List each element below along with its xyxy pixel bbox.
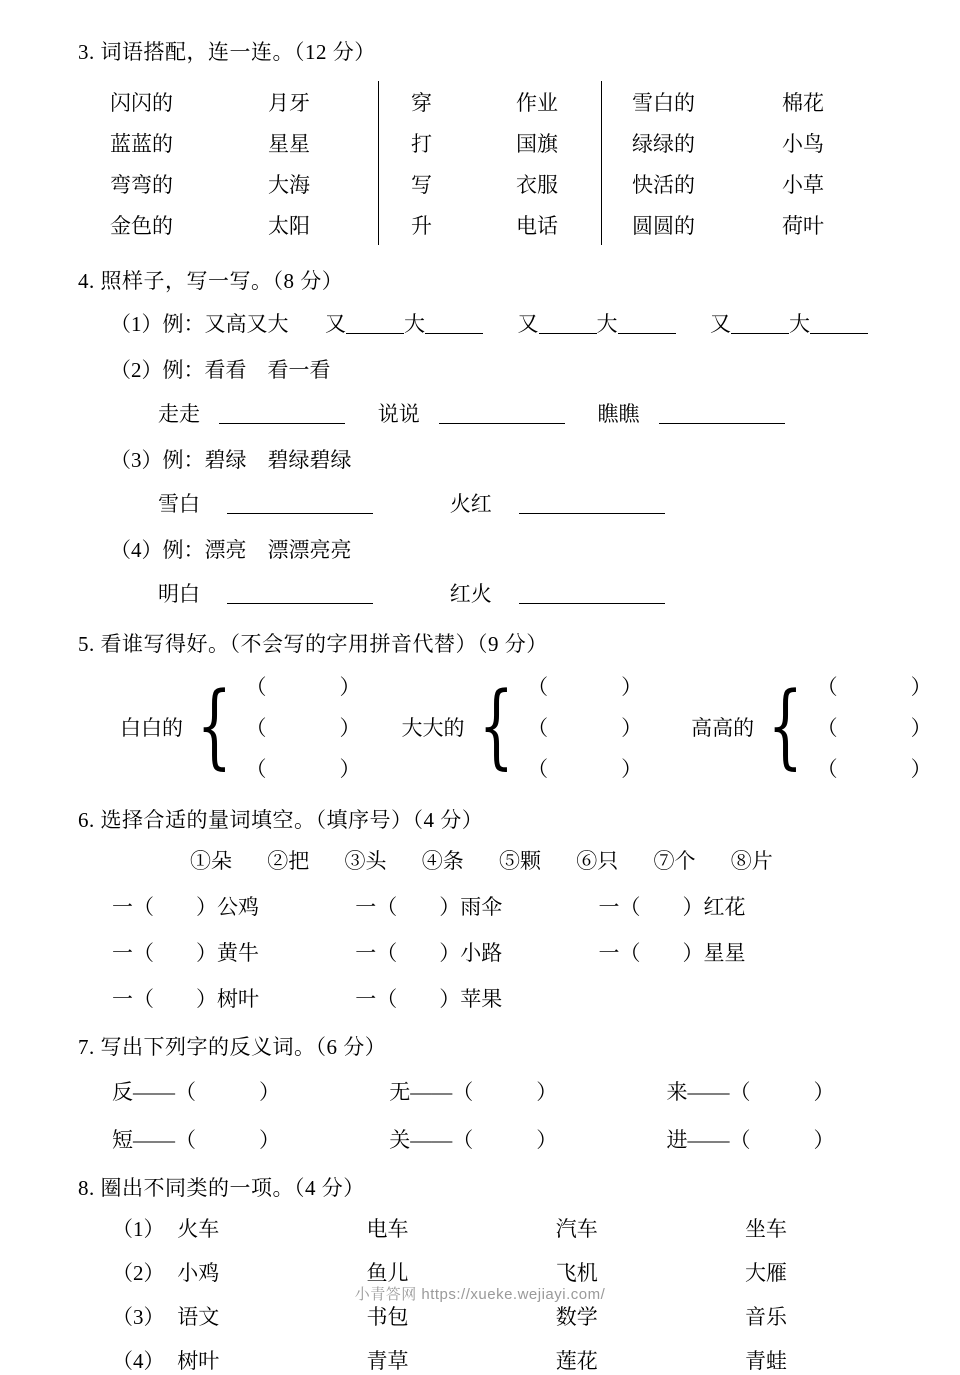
measure-item[interactable]: 一（ ）小路 (355, 941, 503, 965)
match-row (379, 122, 601, 163)
question-4-heading: 4. 照样子，写一写。（8 分） (78, 269, 344, 293)
match-row (379, 81, 601, 122)
option-item[interactable]: ④条 (421, 849, 464, 873)
question-4-item-3-row (158, 488, 960, 518)
answer-blank[interactable] (731, 313, 789, 334)
paren-open: （ (816, 674, 838, 699)
measure-item[interactable]: 一（ ）黄牛 (112, 941, 259, 965)
paren-close: ） (910, 756, 932, 781)
brace-label: 大大的 (401, 715, 465, 740)
answer-blank[interactable] (346, 313, 404, 334)
answer-paren-row[interactable] (527, 747, 643, 788)
match-row (602, 81, 862, 122)
match-row (602, 122, 862, 163)
prompt-word: 瞧瞧 (597, 402, 640, 426)
match-row (110, 81, 378, 122)
measure-word-options (190, 845, 960, 875)
prompt-word: 明白 (158, 582, 200, 606)
match-right-word[interactable]: 国旗 (516, 131, 558, 156)
word-option[interactable]: 青草 (366, 1349, 409, 1373)
pattern-mid: 大 (789, 312, 810, 336)
answer-paren-row[interactable] (816, 706, 932, 747)
match-left-word[interactable]: 写 (411, 172, 432, 197)
antonym-item[interactable]: 关——（ ） (389, 1128, 558, 1152)
answer-paren-row[interactable] (816, 747, 932, 788)
odd-one-out-row (112, 1345, 960, 1375)
question-6 (0, 810, 960, 1013)
prompt-word: 雪白 (158, 492, 200, 516)
match-left-word[interactable]: 穿 (411, 90, 432, 115)
brace-answer-column (527, 665, 643, 788)
word-option[interactable]: 坐车 (745, 1217, 787, 1241)
match-left-word[interactable]: 金色的 (110, 213, 173, 238)
match-row (602, 204, 862, 245)
match-group-2 (379, 81, 601, 245)
word-option[interactable]: 语文 (177, 1305, 220, 1329)
match-columns (110, 81, 960, 245)
word-option[interactable]: 青蛙 (745, 1349, 787, 1373)
question-7 (0, 1037, 960, 1154)
odd-one-out-row (112, 1257, 960, 1287)
word-option[interactable]: 大雁 (745, 1261, 787, 1285)
word-option[interactable]: 树叶 (177, 1349, 220, 1373)
answer-blank[interactable] (519, 493, 665, 514)
match-right-word[interactable]: 大海 (268, 172, 310, 197)
brace-label: 白白的 (120, 715, 183, 740)
answer-blank[interactable] (539, 313, 597, 334)
match-right-word[interactable]: 小鸟 (782, 131, 824, 156)
question-4-item-4-label: （4）例：漂亮 漂漂亮亮 (110, 538, 352, 562)
prompt-word: 走走 (158, 402, 200, 426)
answer-blank[interactable] (519, 583, 665, 604)
brace-icon: { (196, 672, 232, 780)
match-left-word[interactable]: 闪闪的 (110, 90, 173, 115)
prompt-word: 红火 (449, 582, 492, 606)
option-item[interactable]: ⑧片 (730, 849, 773, 873)
pattern-char: 又 (710, 312, 731, 336)
row-number: （4） (112, 1349, 165, 1373)
question-8-heading: 8. 圈出不同类的一项。（4 分） (78, 1176, 365, 1200)
measure-item[interactable]: 一（ ）树叶 (112, 987, 259, 1011)
match-right-word[interactable]: 星星 (268, 131, 310, 156)
option-item[interactable]: ①朵 (190, 849, 232, 873)
answer-paren-row[interactable] (527, 665, 643, 706)
brace-icon: { (478, 672, 514, 780)
antonym-item[interactable]: 短——（ ） (112, 1128, 280, 1152)
brace-label: 高高的 (691, 715, 755, 740)
option-item[interactable]: ⑤颗 (499, 849, 541, 873)
question-3 (0, 42, 960, 245)
match-right-word[interactable]: 月牙 (268, 90, 310, 115)
question-5-groups (120, 665, 960, 788)
paren-open: （ (816, 715, 838, 740)
antonym-row (112, 1124, 960, 1154)
answer-paren-row[interactable] (245, 665, 361, 706)
measure-item[interactable]: 一（ ）红花 (598, 895, 746, 919)
pattern-mid: 大 (404, 312, 425, 336)
paren-close: ） (339, 715, 361, 740)
match-row (379, 163, 601, 204)
answer-blank[interactable] (659, 403, 785, 424)
answer-blank[interactable] (618, 313, 676, 334)
option-item[interactable]: ⑥只 (576, 849, 619, 873)
measure-item[interactable]: 一（ ）星星 (598, 941, 746, 965)
paren-close: ） (621, 715, 643, 740)
word-option[interactable]: 鱼儿 (366, 1261, 409, 1285)
match-left-word[interactable]: 打 (411, 131, 432, 156)
question-4-item-3-label: （3）例：碧绿 碧绿碧绿 (110, 448, 352, 472)
match-right-word[interactable]: 电话 (516, 213, 558, 238)
row-number: （1） (112, 1217, 165, 1241)
paren-open: （ (816, 756, 838, 781)
measure-row (112, 891, 960, 921)
match-row (110, 163, 378, 204)
measure-item[interactable]: 一（ ）公鸡 (112, 895, 259, 919)
prompt-word: 火红 (449, 492, 492, 516)
match-row (110, 204, 378, 245)
answer-paren-row[interactable] (527, 706, 643, 747)
word-option[interactable]: 书包 (366, 1305, 409, 1329)
option-item[interactable]: ②把 (267, 849, 310, 873)
question-5-heading: 5. 看谁写得好。（不会写的字用拼音代替）（9 分） (78, 632, 548, 656)
question-3-heading: 3. 词语搭配，连一连。（12 分） (78, 40, 376, 64)
answer-blank[interactable] (219, 403, 345, 424)
question-6-heading: 6. 选择合适的量词填空。（填序号）（4 分） (78, 808, 484, 832)
match-right-word[interactable]: 荷叶 (782, 213, 824, 238)
answer-paren-row[interactable] (245, 747, 361, 788)
brace-group-3 (691, 665, 932, 788)
match-left-word[interactable]: 弯弯的 (110, 172, 173, 197)
option-item[interactable]: ⑦个 (653, 849, 696, 873)
prompt-word: 说说 (377, 402, 420, 426)
measure-item[interactable]: 一（ ）苹果 (355, 987, 503, 1011)
paren-close: ） (621, 756, 643, 781)
paren-close: ） (621, 674, 643, 699)
answer-paren-row[interactable] (816, 665, 932, 706)
match-left-word[interactable]: 快活的 (632, 172, 695, 197)
word-option[interactable]: 飞机 (555, 1261, 598, 1285)
paren-open: （ (527, 756, 549, 781)
match-row (110, 122, 378, 163)
brace-icon: { (767, 672, 803, 780)
match-right-word[interactable]: 衣服 (516, 172, 558, 197)
match-right-word[interactable]: 作业 (516, 90, 558, 115)
word-option[interactable]: 数学 (555, 1305, 598, 1329)
option-item[interactable]: ③头 (344, 849, 387, 873)
match-row (602, 163, 862, 204)
question-7-heading: 7. 写出下列字的反义词。（6 分） (78, 1035, 387, 1059)
brace-answer-column (816, 665, 932, 788)
word-option[interactable]: 电车 (366, 1217, 409, 1241)
question-4-item-1 (110, 308, 960, 338)
question-4-item-2-label: （2）例：看看 看一看 (110, 358, 331, 382)
word-option[interactable]: 火车 (177, 1217, 220, 1241)
match-right-word[interactable]: 棉花 (782, 90, 824, 115)
match-left-word[interactable]: 雪白的 (632, 90, 695, 115)
paren-open: （ (245, 674, 267, 699)
antonym-row (112, 1076, 960, 1106)
measure-row (112, 983, 960, 1013)
pattern-char: 又 (517, 312, 539, 336)
word-option[interactable]: 汽车 (555, 1217, 598, 1241)
match-right-word[interactable]: 小草 (782, 172, 824, 197)
brace-group-1 (120, 665, 361, 788)
match-row (379, 204, 601, 245)
answer-blank[interactable] (810, 313, 868, 334)
answer-blank[interactable] (425, 313, 483, 334)
question-5 (0, 634, 960, 788)
word-option[interactable]: 音乐 (745, 1305, 787, 1329)
answer-blank[interactable] (227, 493, 373, 514)
watermark: 小青答网 https://xueke.wejiayi.com/ (354, 1286, 606, 1303)
answer-blank[interactable] (439, 403, 565, 424)
match-group-3 (602, 81, 862, 245)
row-number: （3） (112, 1305, 165, 1329)
antonym-item[interactable]: 无——（ ） (389, 1080, 558, 1104)
row-number: （2） (112, 1261, 165, 1285)
match-right-word[interactable]: 太阳 (268, 213, 310, 238)
brace-answer-column (245, 665, 361, 788)
brace-group-2 (401, 665, 643, 788)
antonym-item[interactable]: 进——（ ） (666, 1128, 835, 1152)
match-left-word[interactable]: 蓝蓝的 (110, 131, 173, 156)
pattern-char: 又 (325, 312, 346, 336)
odd-one-out-row (112, 1301, 960, 1331)
word-option[interactable]: 莲花 (555, 1349, 598, 1373)
question-4-item-4-row (158, 578, 960, 608)
question-8 (0, 1178, 960, 1375)
paren-close: ） (910, 674, 932, 699)
antonym-item[interactable]: 反——（ ） (112, 1080, 280, 1104)
match-left-word[interactable]: 升 (411, 213, 432, 238)
answer-paren-row[interactable] (245, 706, 361, 747)
paren-open: （ (245, 715, 267, 740)
word-option[interactable]: 小鸡 (177, 1261, 220, 1285)
paren-close: ） (910, 715, 932, 740)
measure-row (112, 937, 960, 967)
match-left-word[interactable]: 圆圆的 (632, 213, 695, 238)
paren-open: （ (245, 756, 267, 781)
odd-one-out-row (112, 1213, 960, 1243)
antonym-item[interactable]: 来——（ ） (666, 1080, 835, 1104)
question-4 (0, 271, 960, 608)
paren-open: （ (527, 674, 549, 699)
worksheet-page (0, 40, 960, 1373)
measure-item[interactable]: 一（ ）雨伞 (355, 895, 503, 919)
question-4-item-2-row (158, 398, 960, 428)
answer-blank[interactable] (227, 583, 373, 604)
paren-close: ） (339, 674, 361, 699)
match-group-1 (110, 81, 378, 245)
paren-close: ） (339, 756, 361, 781)
paren-open: （ (527, 715, 549, 740)
match-left-word[interactable]: 绿绿的 (632, 131, 695, 156)
example-label: （1）例：又高又大 (110, 312, 289, 336)
pattern-mid: 大 (596, 312, 618, 336)
